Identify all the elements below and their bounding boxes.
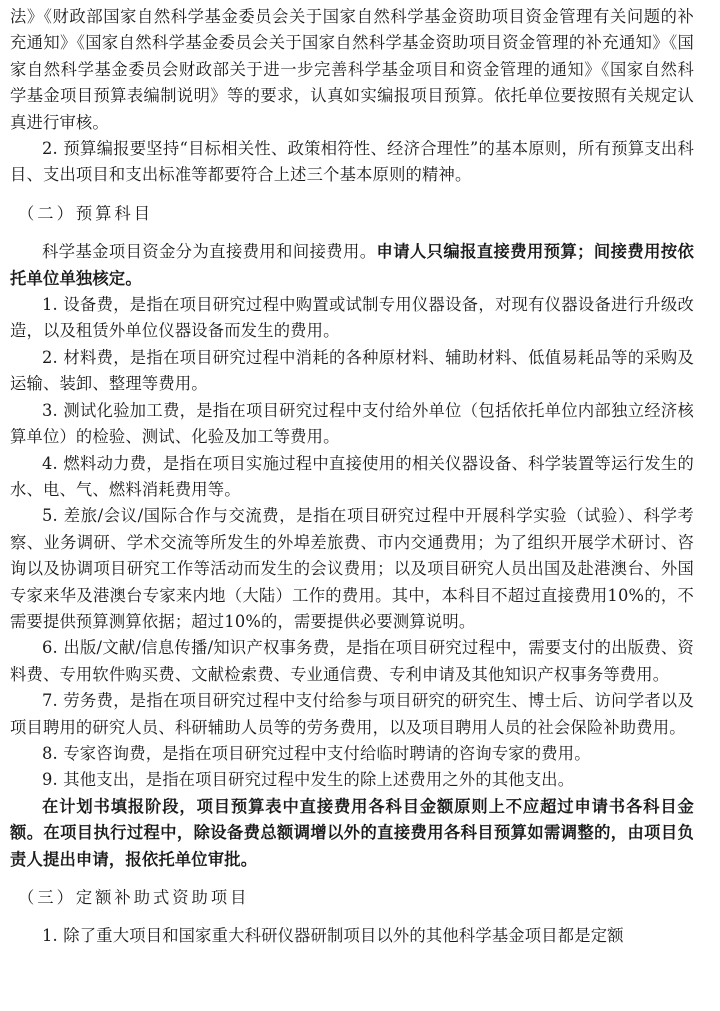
section-heading-budget-items: （二）预算科目 (18, 203, 153, 223)
list-item-materials: 2. 材料费，是指在项目研究过程中消耗的各种原材料、辅助材料、低值易耗品等的采购及运输、装卸、整理等费用。 (10, 347, 694, 394)
list-item-labor: 7. 劳务费，是指在项目研究过程中支付给参与项目研究的研究生、博士后、访问学者以及项目聘用的研究人员、科研辅助人员等的劳务费用，以及项目聘用人员的社会保险补助费用。 (10, 691, 694, 737)
budget-intro-paragraph (10, 239, 694, 292)
principle-paragraph: 2. 预算编报要坚持“目标相关性、政策相符性、经济合理性”的基本原则，所有预算支出科目、支出项目和支出标准等都要符合上述三个基本原则的精神。 (10, 139, 694, 185)
fixed-subsidy-paragraph: 1. 除了重大项目和国家重大科研仪器研制项目以外的其他科学基金项目都是定额 (42, 926, 624, 946)
list-item-testing: 3. 测试化验加工费，是指在项目研究过程中支付给外单位（包括依托单位内部独立经济核算单位）的检验、测试、化验及加工等费用。 (10, 400, 694, 447)
list-item-travel: 5. 差旅/会议/国际合作与交流费，是指在项目研究过程中开展科学实验（试验）、科学考察、业务调研、学术交流等所发生的外埠差旅费、市内交通费用；为了组织开展学术研讨、咨询以及协调项目研究工作等活动而发生的会议费用；以及项目研究人员出国及赴港澳台、外国专家来华及港澳台专家来内地（大陆）工作的费用。其中，本科目不超过直接费用10%的，不需要提供预算测算依据；超过10%的，需要提供必要测算说明。 (10, 506, 694, 631)
list-item-publication: 6. 出版/文献/信息传播/知识产权事务费，是指在项目研究过程中，需要支付的出版费、资料费、专用软件购买费、文献检索费、专业通信费、专利申请及其他知识产权事务等费用。 (10, 638, 694, 684)
budget-intro-bold-text: 申请人只编报直接费用预算 (376, 242, 578, 262)
list-item-consulting: 8. 专家咨询费，是指在项目研究过程中支付给临时聘请的咨询专家的费用。 (42, 743, 591, 763)
section-heading-fixed-subsidy: （三）定额补助式资助项目 (18, 888, 250, 907)
budget-intro-text: 科学基金项目资金分为直接费用和间接费用。 (42, 242, 377, 262)
budget-intro-tail-text: ；间接费用按依托单位单独核定。 (10, 242, 694, 288)
intro-paragraph: 法》《财政部国家自然科学基金委员会关于国家自然科学基金资助项目资金管理有关问题的补充通知》《国家自然科学基金委员会关于国家自然科学基金资助项目资金管理的补充通知》《国家自然科学基金委员会财政部关于进一步完善科学基金项目和资金管理的通知》《国家自然科学基金项目预算表编制说明》等的要求，认真如实编报项目预算。依托单位要按照有关规定认真进行审核。 (10, 7, 694, 132)
bold-note-paragraph: 在计划书填报阶段，项目预算表中直接费用各科目金额原则上不应超过申请书各科目金额。在项目执行过程中，除设备费总额调增以外的直接费用各科目预算如需调整的，由项目负责人提出申请，报依托单位审批。 (10, 796, 694, 869)
list-item-fuel-power: 4. 燃料动力费，是指在项目实施过程中直接使用的相关仪器设备、科学装置等运行发生的水、电、气、燃料消耗费用等。 (10, 453, 694, 499)
list-item-equipment: 1. 设备费，是指在项目研究过程中购置或试制专用仪器设备，对现有仪器设备进行升级改造，以及租赁外单位仪器设备而发生的费用。 (10, 295, 694, 341)
list-item-other: 9. 其他支出，是指在项目研究过程中发生的除上述费用之外的其他支出。 (42, 770, 575, 790)
